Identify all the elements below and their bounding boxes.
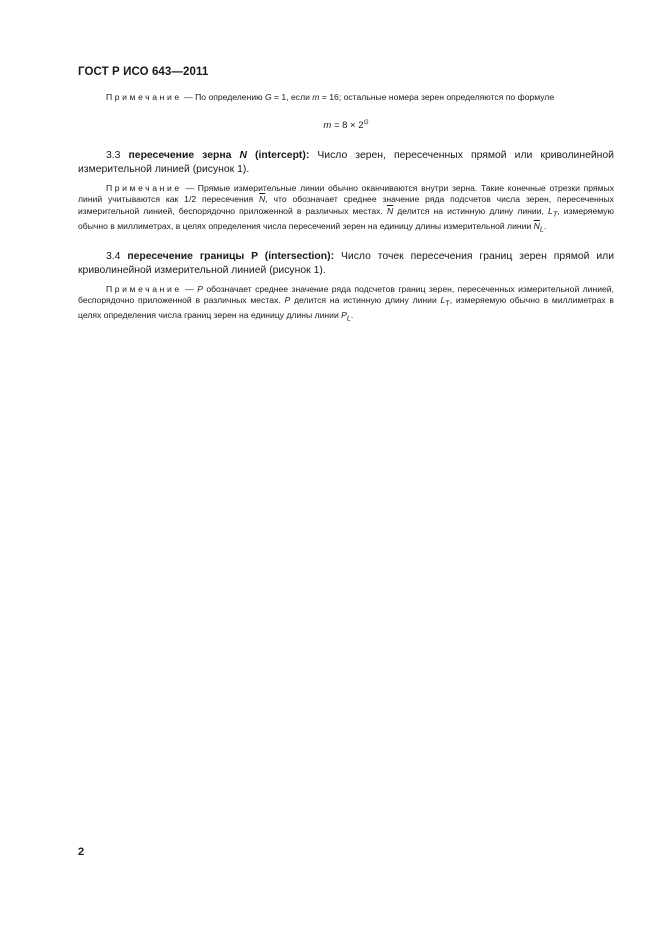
symbol-nl-bar: $\overline{N}$ [533, 220, 540, 231]
term-3-3-intercept [78, 149, 614, 176]
term-3-4-intersection [78, 250, 614, 277]
document-body [78, 92, 614, 325]
symbol-lt: L [548, 205, 553, 216]
note-1: Примечание — По определению G = 1, если m = 16; остальные номера зерен определяются по формуле [106, 92, 555, 102]
document-header: ГОСТ Р ИСО 643—2011 [78, 66, 209, 78]
term-english: (intercept): [246, 150, 310, 162]
formula-grain-number: $m = 8 \times 2^G$ [323, 119, 369, 132]
term-title: пересечение границы P (intersection): [127, 251, 335, 263]
symbol-p: P [197, 284, 203, 295]
symbol-lt: L [440, 295, 446, 306]
note-3: Примечание — P обозначает среднее значение ряда подсчетов границ зерен, пересеченных измерительной линией, беспорядочно приложенной в различных местах. P делится на истинную длину линии $L_T$, измеряемую обычно в миллиметрах в целях определения числа границ зерен на единицу длины линии $P_L$. [78, 284, 614, 324]
symbol-n-bar: $\overline{N}$ [386, 205, 394, 216]
note-label: Примечание [106, 284, 182, 295]
symbol-m: m [312, 92, 320, 102]
symbol-n-bar: $\overline{N}$ [259, 194, 266, 205]
term-symbol: N [239, 150, 247, 162]
section-number: 3.4 [106, 251, 128, 263]
note-2: Примечание — Прямые измерительные линии обычно оканчиваются внутри зерна. Такие конечные отрезки прямых линий учитываются как 1/2 пересечения $\overline{N}$, что обозначает среднее значение ряда подсчетов числа зерен, пересеченных измерительной линией, беспорядочно приложенной в различных местах. $\overline{N}$ делится на истинную длину линии, $L_T$, измеряемую обычно в миллиметрах, в целях определения числа пересечений зерен на единицу длины измерительной линии $\overline{N}_L$. [78, 183, 614, 234]
note-label: Примечание [106, 183, 182, 194]
term-title: пересечение зерна [128, 150, 240, 162]
term-definition: Число точек пересечения границ зерен прямой или криволинейной измерительной линией (рисунок 1). [78, 251, 615, 276]
term-definition: Число зерен, пересеченных прямой или криволинейной измерительной линией (рисунок 1). [78, 150, 614, 175]
symbol-p: P [284, 295, 291, 306]
section-number: 3.3 [106, 150, 129, 162]
symbol-g: G [264, 92, 272, 102]
note-label: Примечание [106, 92, 182, 102]
page-number: 2 [78, 846, 85, 858]
symbol-pl: P [341, 310, 347, 321]
